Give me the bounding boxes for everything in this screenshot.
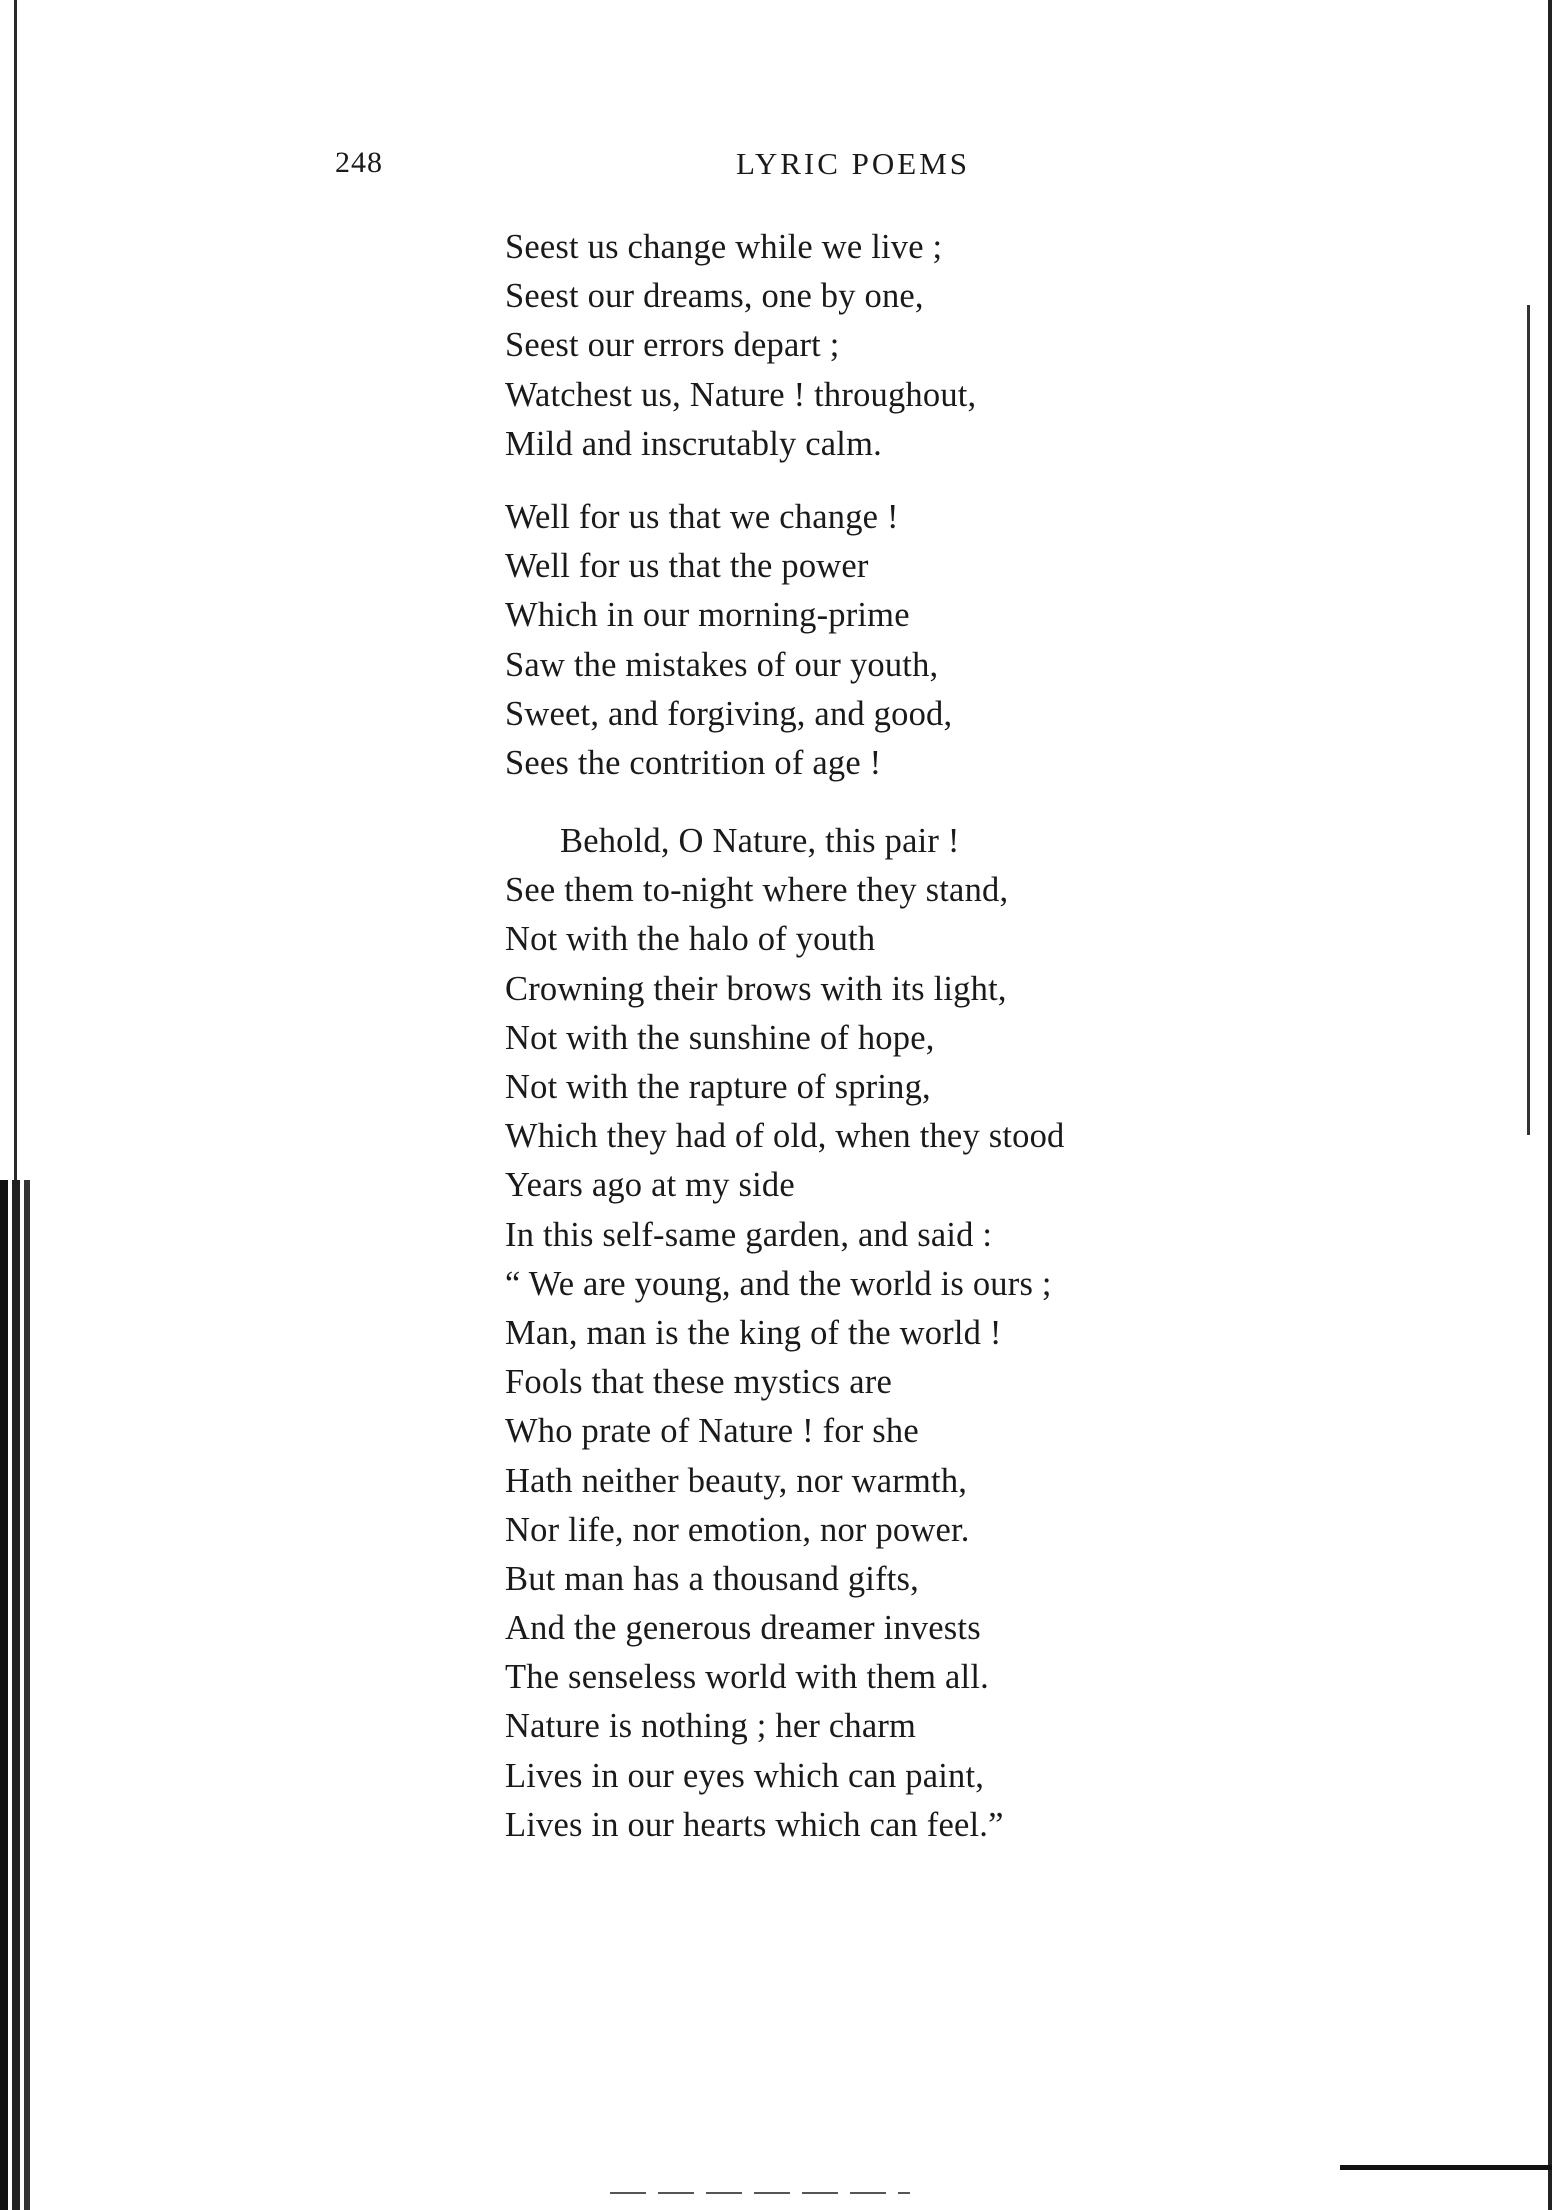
poem-line: Nor life, nor emotion, nor power.	[505, 1510, 970, 1549]
book-spine-shadow	[0, 1180, 40, 2210]
poem-line: Crowning their brows with its light,	[505, 969, 1007, 1008]
poem-line: Which in our morning-prime	[505, 596, 910, 635]
scan-bottom-dash	[610, 2192, 910, 2194]
poem-line: Sees the contrition of age !	[505, 743, 882, 782]
poem-line: Watchest us, Nature ! throughout,	[505, 375, 977, 414]
poem-line: Seest our errors depart ;	[505, 326, 840, 365]
poem-line: Years ago at my side	[505, 1166, 795, 1205]
poem-line: Which they had of old, when they stood	[505, 1117, 1065, 1156]
poem-body	[505, 223, 1505, 1850]
poem-line: Not with the rapture of spring,	[505, 1068, 931, 1106]
poem-line: And the generous dreamer invests	[505, 1609, 981, 1648]
poem-line: Seest us change while we live ;	[505, 228, 943, 266]
stanza-3	[505, 817, 1505, 1850]
poem-line: In this self-same garden, and said :	[505, 1215, 993, 1254]
running-head	[0, 146, 1552, 186]
poem-line: Well for us that we change !	[505, 497, 899, 536]
poem-line: Not with the sunshine of hope,	[505, 1018, 935, 1057]
scan-edge-right	[1548, 0, 1552, 2210]
poem-line: But man has a thousand gifts,	[505, 1559, 920, 1598]
poem-line: Seest our dreams, one by one,	[505, 277, 924, 316]
poem-line: Sweet, and forgiving, and good,	[505, 694, 953, 733]
poem-line: Nature is nothing ; her charm	[505, 1707, 917, 1746]
poem-line: Hath neither beauty, nor warmth,	[505, 1461, 968, 1500]
poem-line: The senseless world with them all.	[505, 1658, 989, 1697]
stanza-1	[505, 223, 1505, 469]
poem-line: Lives in our hearts which can feel.”	[505, 1805, 1004, 1844]
poem-line: Well for us that the power	[505, 547, 869, 586]
poem-line: Saw the mistakes of our youth,	[505, 645, 939, 684]
poem-line: Who prate of Nature ! for she	[505, 1412, 919, 1451]
page-number: 248	[335, 146, 383, 179]
poem-line: Fools that these mystics are	[505, 1363, 892, 1402]
poem-line: “ We are young, and the world is ours ;	[505, 1264, 1052, 1303]
poem-line: Not with the halo of youth	[505, 920, 876, 959]
poem-line: Behold, O Nature, this pair !	[560, 822, 960, 861]
stanza-2	[505, 493, 1505, 788]
running-title: LYRIC POEMS	[736, 146, 971, 181]
poem-line: Lives in our eyes which can paint,	[505, 1756, 985, 1795]
scan-bottom-rule	[1340, 2165, 1552, 2170]
scan-edge-right-inner	[1527, 305, 1530, 1135]
poem-line: Man, man is the king of the world !	[505, 1313, 1002, 1352]
poem-line: Mild and inscrutably calm.	[505, 424, 882, 463]
poem-line: See them to-night where they stand,	[505, 871, 1009, 910]
